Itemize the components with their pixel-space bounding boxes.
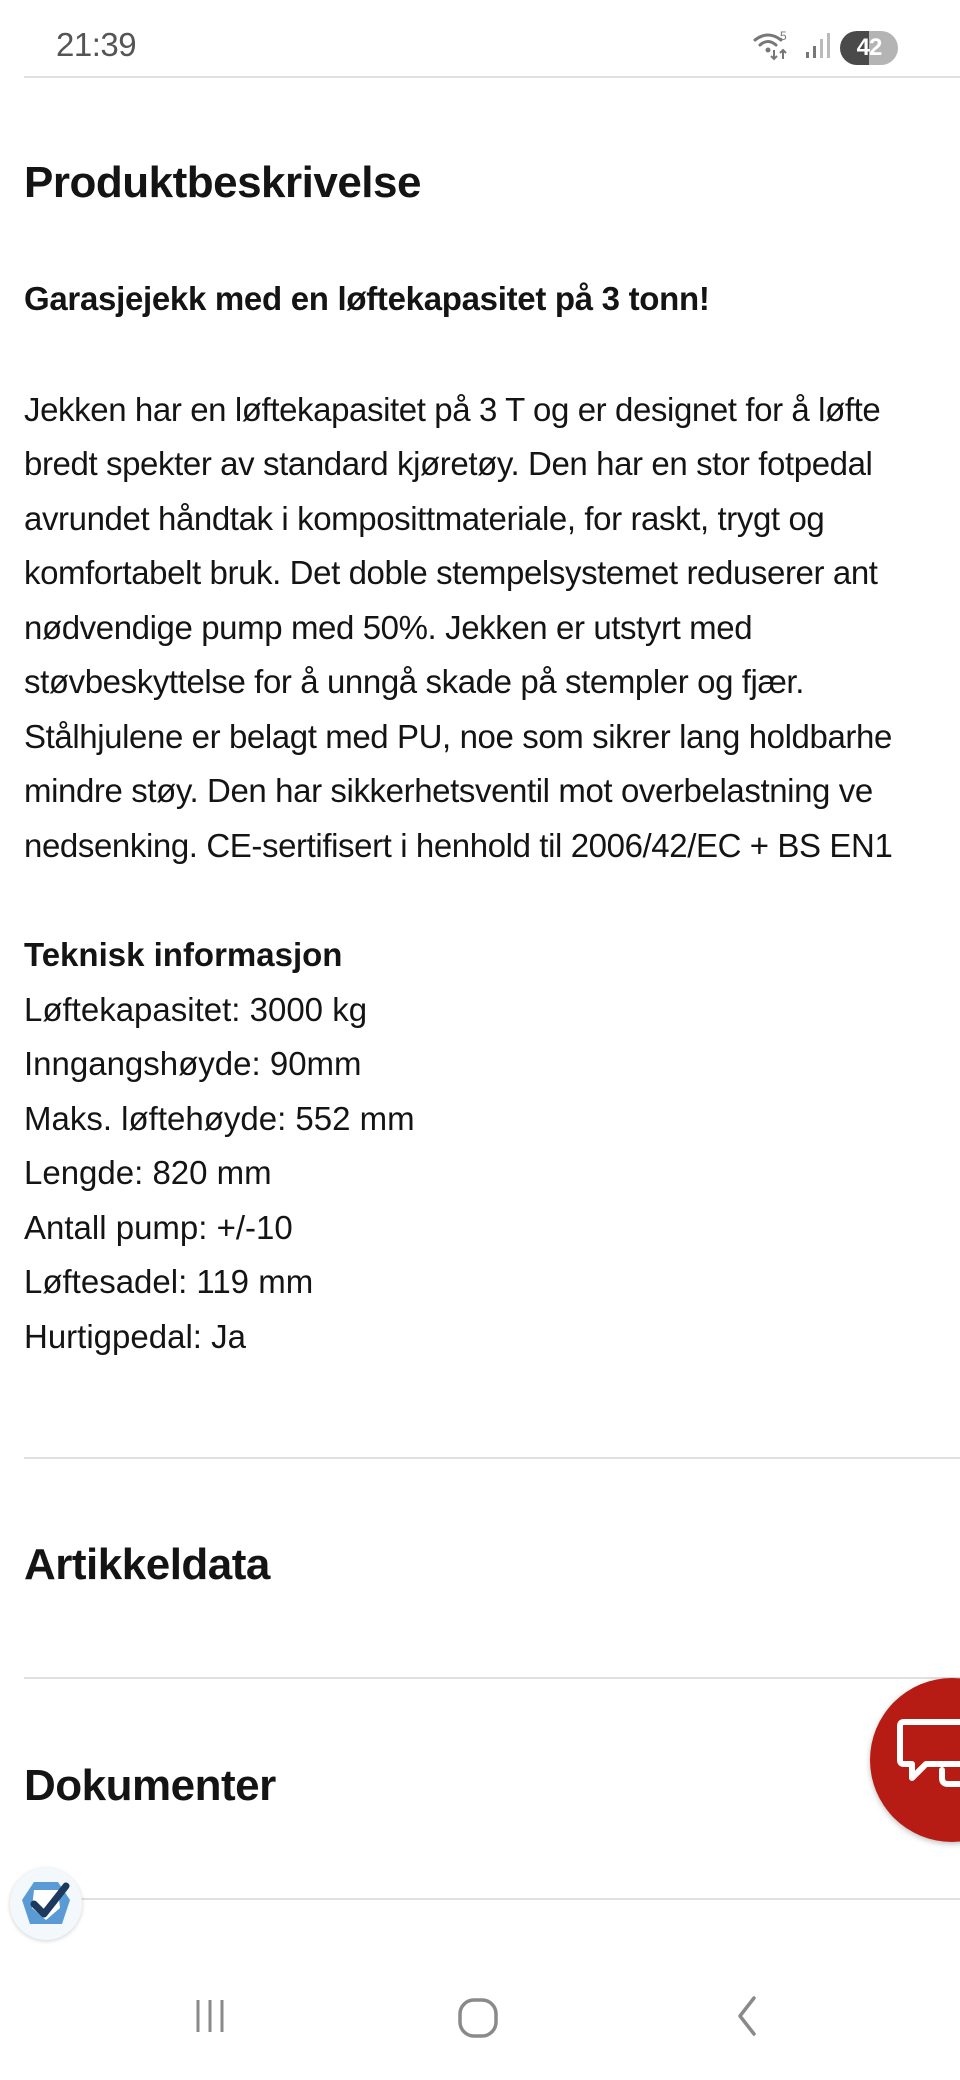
- battery-level: 42: [856, 33, 882, 61]
- spec-item: Inngangshøyde: 90mm: [24, 1045, 362, 1082]
- status-time: 21:39: [56, 26, 137, 63]
- paragraph-line: Stålhjulene er belagt med PU, noe som sikrer lang holdbarhe: [24, 718, 892, 755]
- accordion-artikkeldata[interactable]: Artikkeldata: [24, 1540, 270, 1589]
- spec-item: Hurtigpedal: Ja: [24, 1318, 246, 1355]
- wifi-icon: [752, 28, 794, 67]
- status-icons: [752, 28, 898, 67]
- paragraph-line: nedsenking. CE-sertifisert i henhold til 2006/42/EC + BS EN1: [24, 827, 893, 864]
- spec-item: Løftekapasitet: 3000 kg: [24, 991, 368, 1028]
- trust-badge[interactable]: [10, 1868, 82, 1940]
- home-button[interactable]: [443, 1996, 513, 2046]
- description-subheading: Garasjejekk med en løftekapasitet på 3 tonn!: [24, 280, 710, 317]
- spec-item: Lengde: 820 mm: [24, 1154, 272, 1191]
- chat-button[interactable]: [870, 1678, 960, 1842]
- spec-item: Maks. løftehøyde: 552 mm: [24, 1100, 415, 1137]
- paragraph-line: komfortabelt bruk. Det doble stempelsystemet reduserer ant: [24, 554, 878, 591]
- paragraph-line: støvbeskyttelse for å unngå skade på stempler og fjær.: [24, 663, 804, 700]
- spec-item: Antall pump: +/-10: [24, 1209, 293, 1246]
- spec-item: Løftesadel: 119 mm: [24, 1263, 314, 1300]
- recent-apps-icon: [190, 1996, 230, 2036]
- paragraph-line: bredt spekter av standard kjøretøy. Den har en stor fotpedal: [24, 445, 873, 482]
- recent-apps-button[interactable]: [175, 1996, 245, 2046]
- paragraph-line: Jekken har en løftekapasitet på 3 T og er designet for å løfte: [24, 391, 881, 428]
- accordion-dokumenter[interactable]: Dokumenter: [24, 1761, 276, 1810]
- back-button[interactable]: [713, 1996, 783, 2046]
- status-divider: [24, 76, 960, 78]
- chat-bubbles-icon: [896, 1716, 960, 1806]
- home-icon: [456, 1996, 500, 2040]
- battery-icon: [840, 31, 898, 65]
- signal-icon: [802, 30, 832, 65]
- section-divider: [24, 1457, 960, 1459]
- paragraph-line: avrundet håndtak i komposittmateriale, for raskt, trygt og: [24, 500, 825, 537]
- section-divider: [24, 1898, 960, 1900]
- technical-heading: Teknisk informasjon: [24, 936, 343, 973]
- paragraph-line: mindre støy. Den har sikkerhetsventil mot overbelastning ve: [24, 772, 873, 809]
- description-heading: Produktbeskrivelse: [24, 158, 421, 207]
- verified-check-shield-icon: [20, 1878, 72, 1930]
- back-icon: [728, 1996, 768, 2036]
- status-bar: [0, 0, 960, 78]
- svg-text:5: 5: [780, 29, 787, 43]
- section-divider: [24, 1677, 960, 1679]
- navigation-bar: [0, 1960, 960, 2080]
- paragraph-line: nødvendige pump med 50%. Jekken er utstyrt med: [24, 609, 753, 646]
